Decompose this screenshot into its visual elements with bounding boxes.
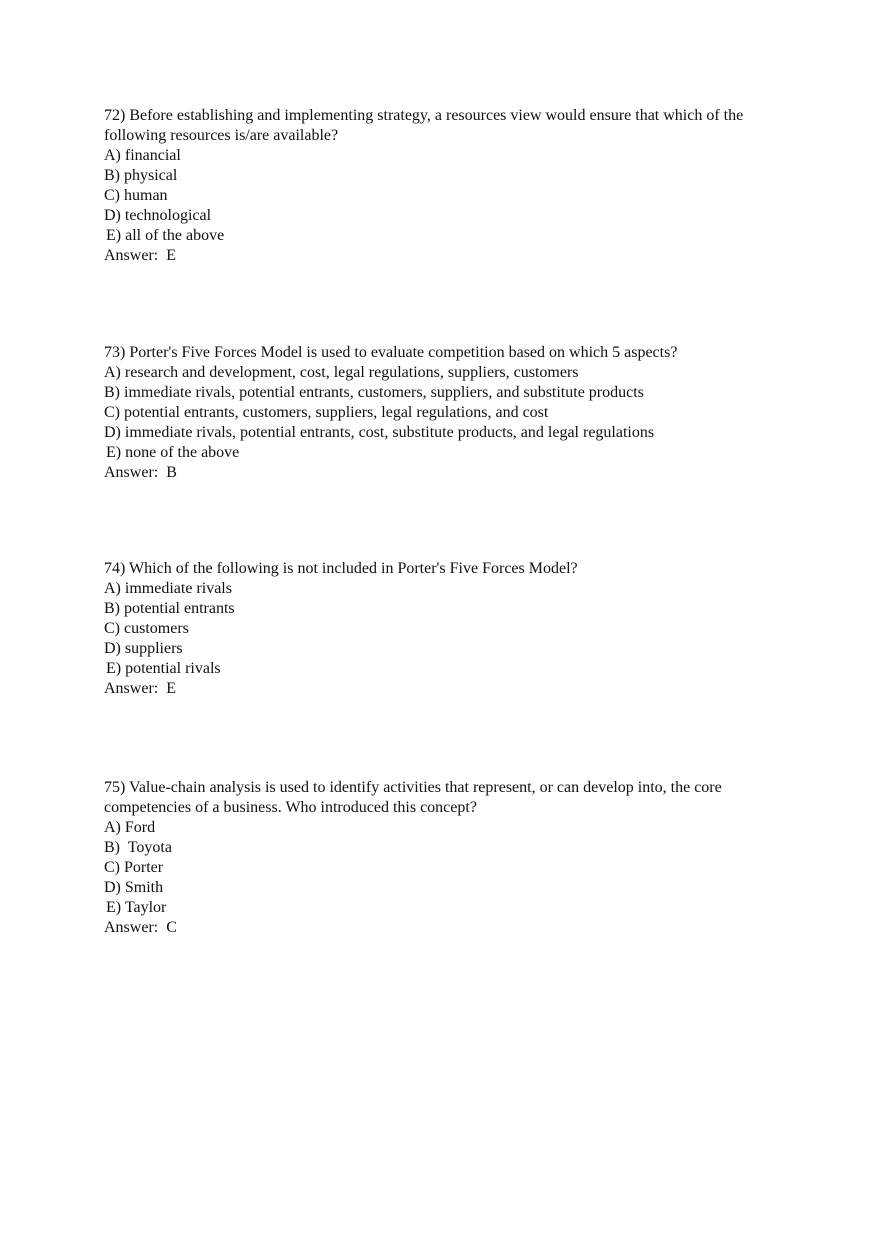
option-d: D) Smith — [104, 879, 164, 896]
question-stem: 75) Value-chain analysis is used to identify activities that represent, or can develop into, the core competencies of a business. Who introduced this concept? — [104, 779, 726, 816]
option-e: E) Taylor — [106, 899, 167, 916]
option-e: E) none of the above — [106, 444, 240, 461]
option-d: D) technological — [104, 207, 212, 224]
option-c: C) Porter — [104, 859, 164, 876]
option-a: A) Ford — [104, 819, 156, 836]
question-stem: 73) Porter's Five Forces Model is used to evaluate competition based on which 5 aspects? — [104, 344, 678, 361]
question-stem: 74) Which of the following is not included in Porter's Five Forces Model? — [104, 560, 578, 577]
option-b: B) Toyota — [104, 839, 172, 856]
option-c: C) human — [104, 187, 168, 204]
question-stem: 72) Before establishing and implementing strategy, a resources view would ensure that which of the following resources is/are available? — [104, 107, 748, 144]
question-75 — [104, 778, 784, 938]
option-c: C) customers — [104, 620, 189, 637]
option-e: E) all of the above — [106, 227, 225, 244]
option-b: B) immediate rivals, potential entrants, customers, suppliers, and substitute products — [104, 384, 644, 401]
question-73 — [104, 343, 784, 483]
option-a: A) financial — [104, 147, 181, 164]
answer-key: Answer: E — [104, 680, 176, 697]
answer-key: Answer: E — [104, 247, 176, 264]
option-a: A) immediate rivals — [104, 580, 232, 597]
question-74 — [104, 559, 784, 699]
option-a: A) research and development, cost, legal regulations, suppliers, customers — [104, 364, 579, 381]
option-d: D) immediate rivals, potential entrants, cost, substitute products, and legal regulations — [104, 424, 655, 441]
option-b: B) potential entrants — [104, 600, 235, 617]
option-c: C) potential entrants, customers, suppliers, legal regulations, and cost — [104, 404, 549, 421]
answer-key: Answer: C — [104, 919, 177, 936]
option-e: E) potential rivals — [106, 660, 221, 677]
option-b: B) physical — [104, 167, 178, 184]
question-72 — [104, 106, 784, 266]
option-d: D) suppliers — [104, 640, 183, 657]
answer-key: Answer: B — [104, 464, 177, 481]
